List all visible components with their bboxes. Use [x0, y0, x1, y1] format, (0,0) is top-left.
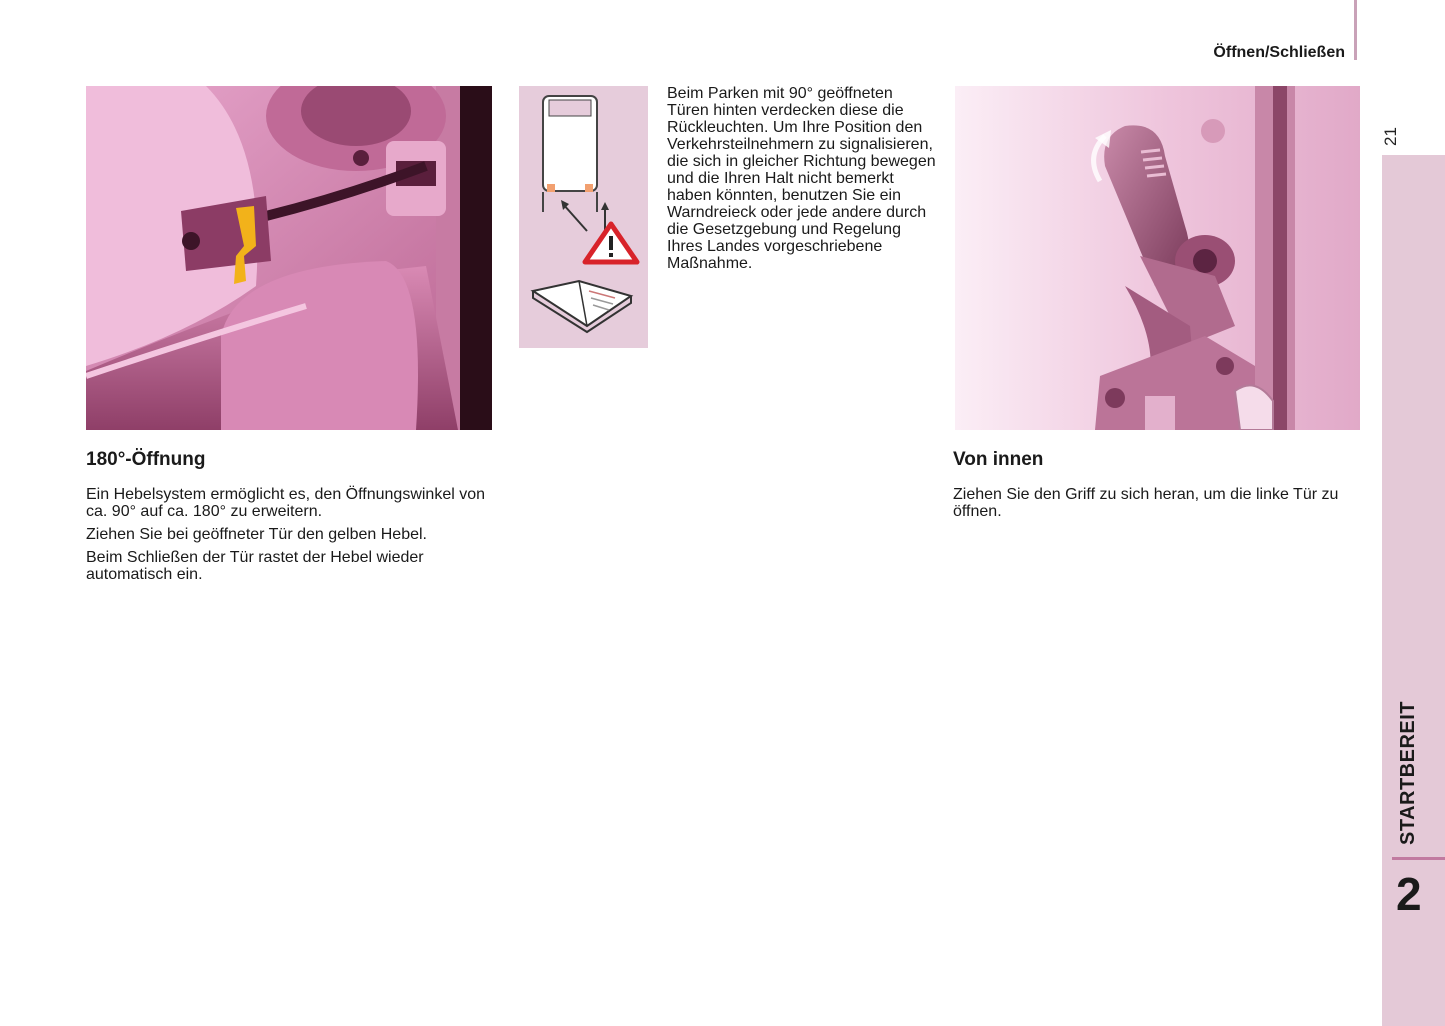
- warning-pictogram: [519, 86, 648, 348]
- chapter-side-tab: [1382, 155, 1445, 1026]
- paragraph: Ziehen Sie bei geöffneter Tür den gelben Hebel.: [86, 526, 427, 543]
- header-rule: [1354, 0, 1357, 60]
- section-body-180-opening: [86, 486, 486, 589]
- chapter-label: STARTBEREIT: [1397, 700, 1419, 845]
- interior-handle-photo: [955, 86, 1360, 430]
- paragraph: Beim Schließen der Tür rastet der Hebel wieder automatisch ein.: [86, 549, 424, 583]
- chapter-number: 2: [1396, 868, 1422, 920]
- chapter-divider: [1392, 857, 1445, 860]
- paragraph: Ziehen Sie den Griff zu sich heran, um die linke Tür zu öffnen.: [953, 486, 1339, 520]
- warning-text: Beim Parken mit 90° geöffneten Türen hinten verdecken diese die Rückleuchten. Um Ihre Position den Verkehrsteilnehmern zu signalisieren, die sich in gleicher Richtung bewegen und die Ihren Halt nicht bemerkt haben könnten, benutzen Sie ein Warndreieck oder jede andere durch die Gesetzgebung und Regelung Ihres Landes vorgeschriebene Maßnahme.: [667, 85, 936, 272]
- door-hinge-photo: [86, 86, 492, 430]
- section-body-from-inside: [953, 486, 1353, 526]
- header-title: Öffnen/Schließen: [1213, 44, 1345, 61]
- section-heading-from-inside: Von innen: [953, 449, 1044, 470]
- section-heading-180-opening: 180°-Öffnung: [86, 449, 206, 470]
- page-number: 21: [1381, 127, 1400, 146]
- paragraph: Ein Hebelsystem ermöglicht es, den Öffnungswinkel von ca. 90° auf ca. 180° zu erweitern.: [86, 486, 486, 520]
